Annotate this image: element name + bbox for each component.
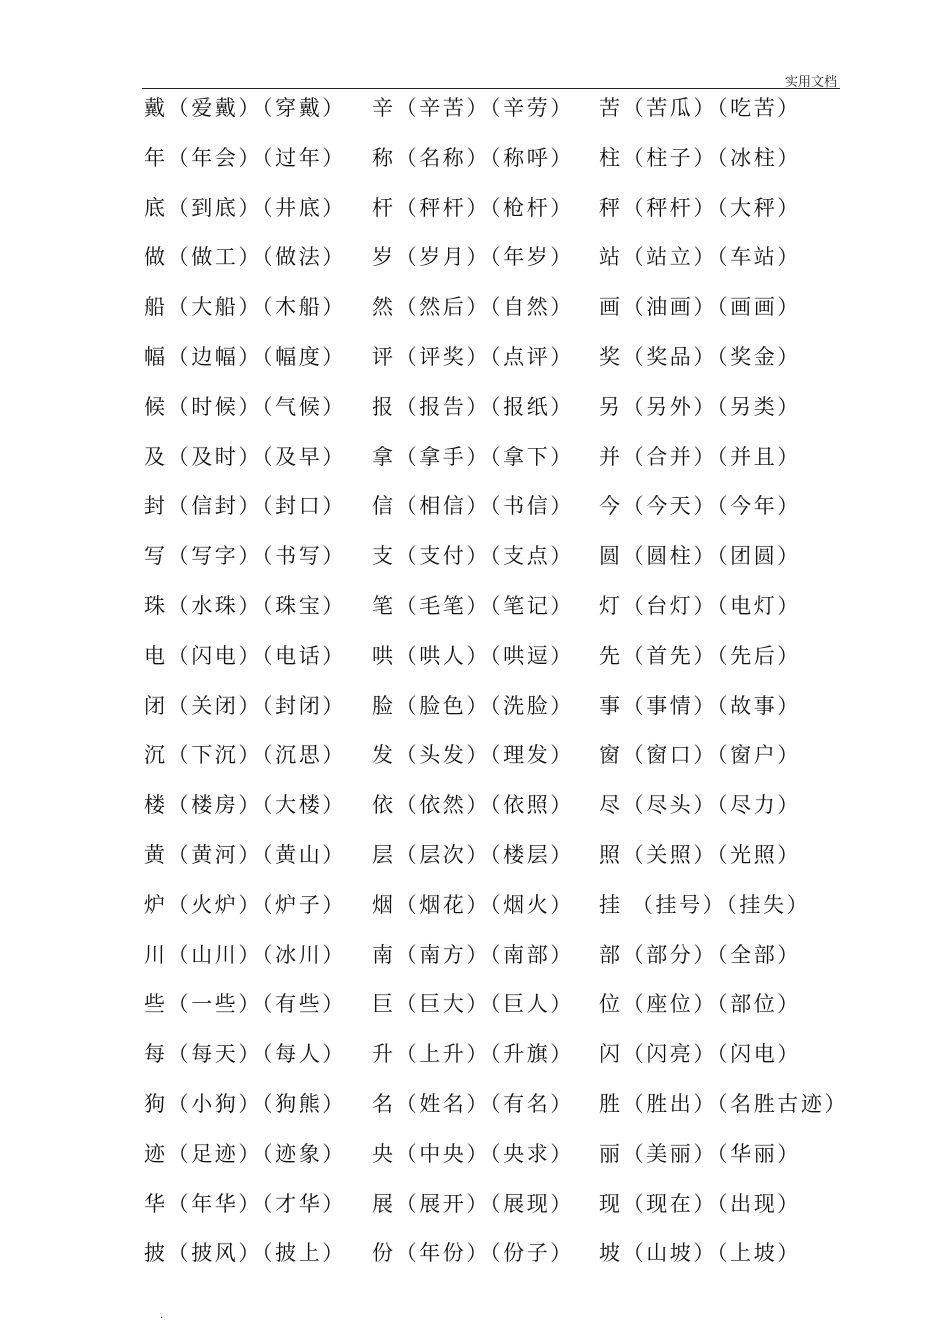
word-row [0, 1134, 950, 1174]
word-row [0, 1084, 950, 1124]
word-row [0, 835, 950, 875]
word-row [0, 1184, 950, 1224]
word-row [0, 1233, 950, 1273]
word-entry: 炉（火炉）（炉子） [144, 892, 346, 917]
word-entry: 挂 （挂号）（挂失） [599, 892, 811, 917]
word-entry: 先（首先）（先后） [599, 643, 801, 668]
word-entry: 奖（奖品）（奖金） [599, 345, 801, 369]
word-entry: 发（头发）（理发） [372, 743, 574, 768]
word-entry: 南（南方）（南部） [372, 942, 574, 967]
word-entry: 现（现在）（出现） [599, 1191, 801, 1216]
word-entry: 写（写字）（书写） [144, 544, 346, 569]
word-entry: 丽（美丽）（华丽） [599, 1141, 801, 1166]
word-entry: 部（部分）（全部） [599, 942, 801, 967]
word-entry: 些（一些）（有些） [144, 992, 346, 1017]
word-entry: 辛（辛苦）（辛劳） [372, 96, 574, 120]
word-entry: 华（年华）（才华） [144, 1191, 346, 1216]
word-entry: 报（报告）（报纸） [372, 394, 574, 419]
word-entry: 闭（关闭）（封闭） [144, 693, 346, 718]
word-entry: 川（山川）（冰川） [144, 942, 346, 967]
word-entry: 幅（边幅）（幅度） [144, 345, 346, 369]
word-entry: 名（姓名）（有名） [372, 1092, 574, 1116]
word-entry: 窗（窗口）（窗户） [599, 743, 801, 768]
word-row [0, 188, 950, 228]
word-row [0, 138, 950, 178]
word-entry: 电（闪电）（电话） [144, 643, 346, 668]
word-entry: 黄（黄河）（黄山） [144, 843, 346, 867]
word-entry: 楼（楼房）（大楼） [144, 793, 346, 818]
word-entry: 评（评奖）（点评） [372, 345, 574, 369]
document-header-label: 实用文档 [784, 75, 837, 90]
word-entry: 事（事情）（故事） [599, 693, 801, 718]
word-entry: 岁（岁月）（年岁） [372, 245, 574, 270]
word-entry: 依（依然）（依照） [372, 793, 574, 818]
word-row [0, 88, 950, 128]
word-row [0, 536, 950, 576]
word-entry: 份（年份）（份子） [372, 1241, 574, 1266]
word-entry: 沉（下沉）（沉思） [144, 743, 346, 768]
word-entry: 烟（烟花）（烟火） [372, 892, 574, 917]
word-entry: 做（做工）（做法） [144, 245, 346, 270]
word-entry: 迹（足迹）（迹象） [144, 1141, 346, 1166]
word-entry: 升（上升）（升旗） [372, 1042, 574, 1067]
word-entry: 珠（水珠）（珠宝） [144, 594, 346, 618]
word-entry: 杆（秤杆）（枪杆） [372, 195, 574, 220]
word-entry: 封（信封）（封口） [144, 494, 346, 519]
word-entry: 称（名称）（称呼） [372, 145, 574, 170]
word-row [0, 337, 950, 377]
word-entry: 及（及时）（及早） [144, 444, 346, 469]
word-entry: 哄（哄人）（哄逗） [372, 643, 574, 668]
word-row [0, 586, 950, 626]
word-row [0, 387, 950, 427]
word-row [0, 287, 950, 327]
word-entry: 另（另外）（另类） [599, 394, 801, 419]
word-entry: 今（今天）（今年） [599, 494, 801, 519]
word-row [0, 237, 950, 277]
word-entry: 年（年会）（过年） [144, 145, 346, 170]
word-row [0, 935, 950, 975]
word-entry: 照（关照）（光照） [599, 843, 801, 867]
word-entry: 每（每天）（每人） [144, 1042, 346, 1067]
word-row [0, 1034, 950, 1074]
word-row [0, 686, 950, 726]
word-row [0, 437, 950, 477]
word-entry: 并（合并）（并且） [599, 444, 801, 469]
word-entry: 尽（尽头）（尽力） [599, 793, 801, 818]
word-entry: 画（油画）（画画） [599, 295, 801, 320]
word-row [0, 486, 950, 526]
word-entry: 展（展开）（展现） [372, 1191, 574, 1216]
word-entry: 狗（小狗）（狗熊） [144, 1092, 346, 1116]
word-entry: 支（支付）（支点） [372, 544, 574, 569]
word-row [0, 735, 950, 775]
word-row [0, 885, 950, 925]
word-entry: 然（然后）（自然） [372, 295, 574, 320]
word-entry: 层（层次）（楼层） [372, 843, 574, 867]
word-entry: 站（站立）（车站） [599, 245, 801, 270]
word-entry: 候（时候）（气候） [144, 394, 346, 419]
word-entry: 戴（爱戴）（穿戴） [144, 96, 346, 120]
footer-mark: . [160, 1310, 164, 1321]
word-entry: 坡（山坡）（上坡） [599, 1241, 801, 1266]
word-row [0, 785, 950, 825]
word-entry: 灯（台灯）（电灯） [599, 594, 801, 618]
word-entry: 秤（秤杆）（大秤） [599, 195, 801, 220]
word-entry: 闪（闪亮）（闪电） [599, 1042, 801, 1067]
word-entry: 底（到底）（井底） [144, 195, 346, 220]
word-entry: 船（大船）（木船） [144, 295, 346, 320]
word-row [0, 984, 950, 1024]
word-entry: 披（披风）（披上） [144, 1241, 346, 1266]
word-entry: 苦（苦瓜）（吃苦） [599, 96, 801, 120]
word-entry: 圆（圆柱）（团圆） [599, 544, 801, 569]
word-entry: 笔（毛笔）（笔记） [372, 594, 574, 618]
word-entry: 央（中央）（央求） [372, 1141, 574, 1166]
word-entry: 位（座位）（部位） [599, 992, 801, 1017]
word-entry: 柱（柱子）（冰柱） [599, 145, 801, 170]
word-entry: 拿（拿手）（拿下） [372, 444, 574, 469]
word-entry: 信（相信）（书信） [372, 494, 574, 519]
word-entry: 脸（脸色）（洗脸） [372, 693, 574, 718]
word-entry: 巨（巨大）（巨人） [372, 992, 574, 1017]
word-row [0, 636, 950, 676]
word-entry: 胜（胜出）（名胜古迹） [599, 1092, 849, 1116]
